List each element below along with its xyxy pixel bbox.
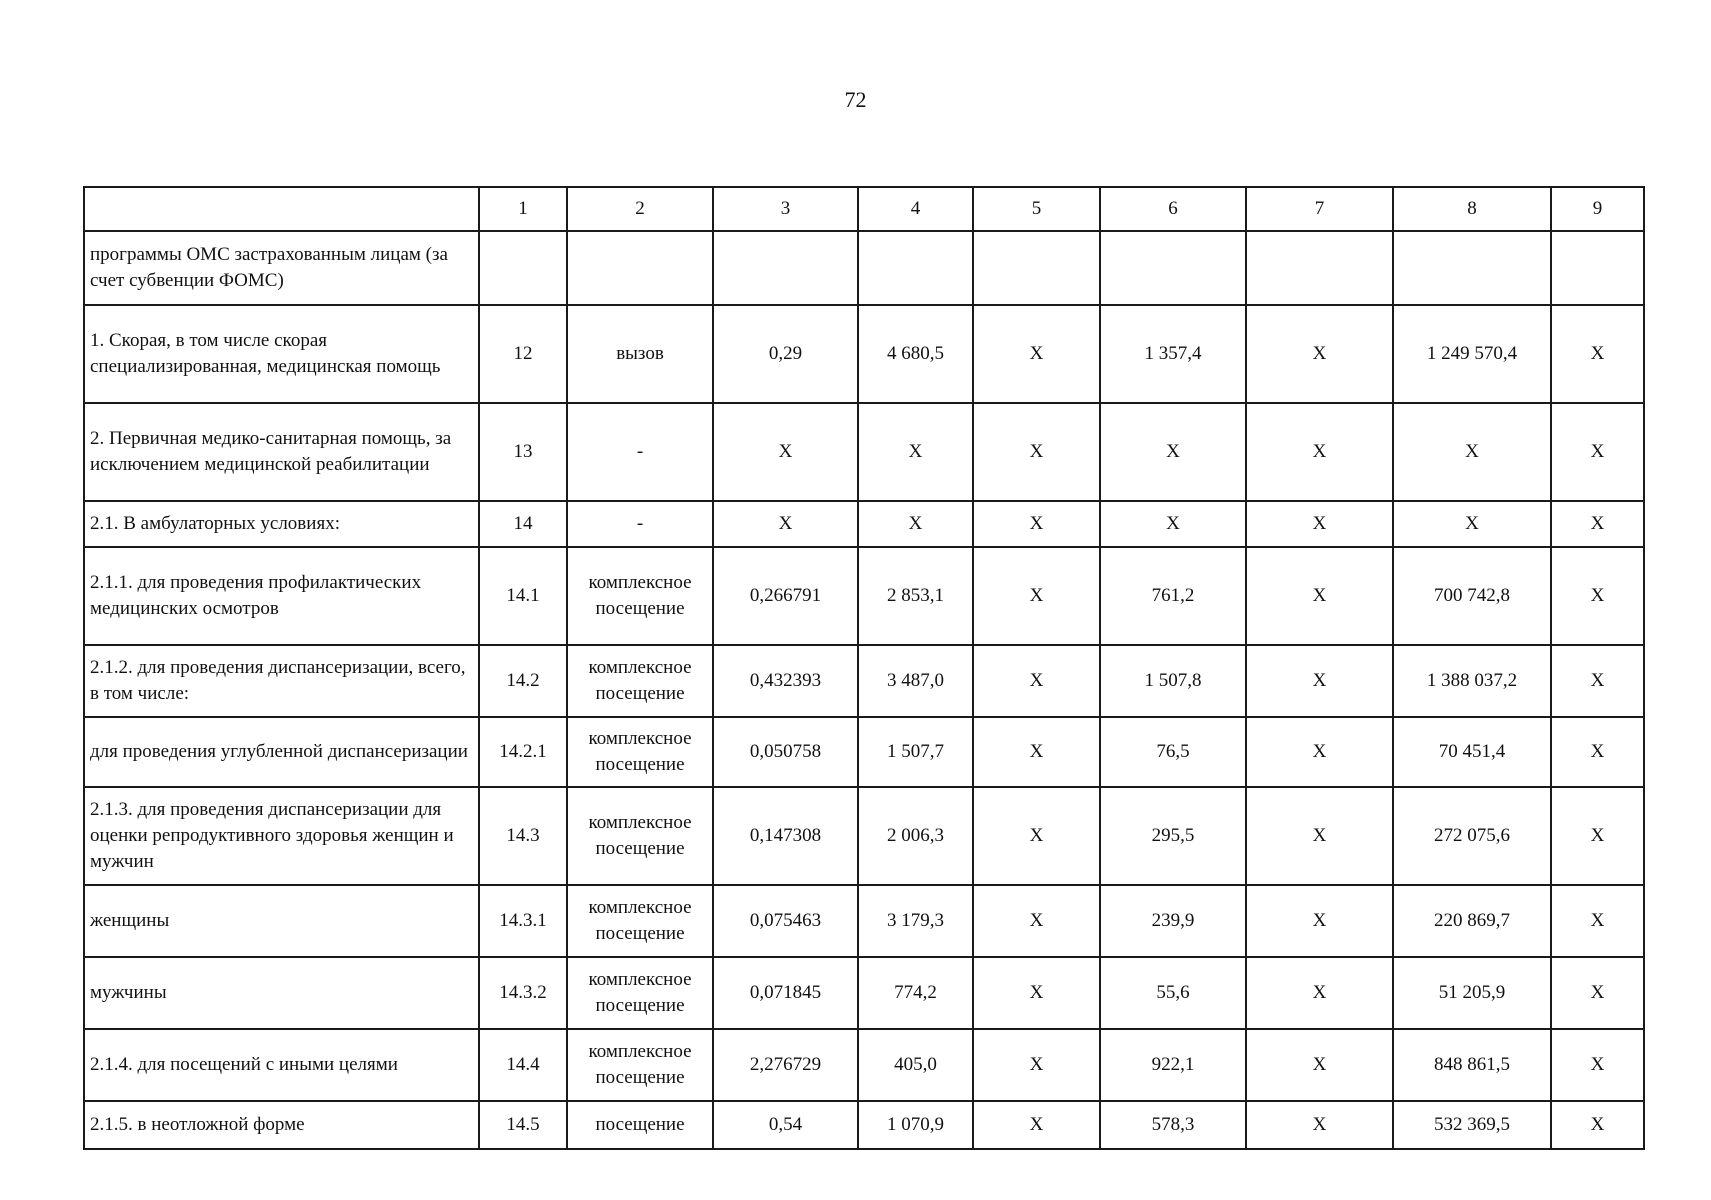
table-cell: комплексное посещение — [567, 547, 713, 645]
table-cell: X — [1551, 1101, 1644, 1149]
table-cell — [567, 231, 713, 305]
table-cell: 14.5 — [479, 1101, 567, 1149]
table-cell: 532 369,5 — [1393, 1101, 1551, 1149]
table-cell: X — [1100, 403, 1246, 501]
table-row — [84, 231, 1644, 305]
table-cell: X — [1246, 305, 1393, 403]
table-row — [84, 1101, 1644, 1149]
table-cell: X — [1246, 885, 1393, 957]
table-cell: X — [1551, 305, 1644, 403]
table-row — [84, 547, 1644, 645]
table-body — [84, 187, 1644, 1149]
table-cell: 0,54 — [713, 1101, 858, 1149]
table-cell: 761,2 — [1100, 547, 1246, 645]
table-cell: X — [1246, 501, 1393, 547]
funding-table — [83, 186, 1645, 1150]
header-cell-name — [84, 187, 479, 231]
table-cell: 1 507,7 — [858, 717, 973, 787]
table-cell: X — [713, 403, 858, 501]
row-label-cell: 2. Первичная медико-санитарная помощь, за исключением медицинской реабилитации — [84, 403, 479, 501]
table-cell — [1246, 231, 1393, 305]
header-row — [84, 187, 1644, 231]
table-cell: 0,050758 — [713, 717, 858, 787]
table-row — [84, 957, 1644, 1029]
table-cell: 14.2.1 — [479, 717, 567, 787]
table-cell: 578,3 — [1100, 1101, 1246, 1149]
table-cell: посещение — [567, 1101, 713, 1149]
row-label-cell: 2.1.4. для посещений с иными целями — [84, 1029, 479, 1101]
header-cell-col-4: 4 — [858, 187, 973, 231]
table-cell: 0,29 — [713, 305, 858, 403]
table-cell: 848 861,5 — [1393, 1029, 1551, 1101]
table-cell: 14.3 — [479, 787, 567, 885]
row-label-cell: женщины — [84, 885, 479, 957]
header-cell-col-1: 1 — [479, 187, 567, 231]
table-cell: X — [1551, 1029, 1644, 1101]
table-cell: 2,276729 — [713, 1029, 858, 1101]
table-cell: X — [973, 1101, 1100, 1149]
table-cell: 13 — [479, 403, 567, 501]
page-number: 72 — [844, 87, 867, 112]
table-cell: X — [973, 1029, 1100, 1101]
table-cell: X — [973, 957, 1100, 1029]
table-cell — [858, 231, 973, 305]
table-cell: 1 249 570,4 — [1393, 305, 1551, 403]
header-cell-col-6: 6 — [1100, 187, 1246, 231]
table-cell: 76,5 — [1100, 717, 1246, 787]
header-cell-col-7: 7 — [1246, 187, 1393, 231]
table-cell: X — [1551, 787, 1644, 885]
table-cell: X — [973, 403, 1100, 501]
table-cell: X — [1551, 717, 1644, 787]
table-cell: X — [1246, 787, 1393, 885]
table-cell: 239,9 — [1100, 885, 1246, 957]
table-row — [84, 645, 1644, 717]
header-cell-col-8: 8 — [1393, 187, 1551, 231]
table-cell: комплексное посещение — [567, 717, 713, 787]
table-cell: X — [1246, 645, 1393, 717]
header-cell-col-2: 2 — [567, 187, 713, 231]
table-cell: X — [713, 501, 858, 547]
table-cell — [1551, 231, 1644, 305]
row-label-cell: 2.1.1. для проведения профилактических медицинских осмотров — [84, 547, 479, 645]
table-cell: 0,071845 — [713, 957, 858, 1029]
table-row — [84, 305, 1644, 403]
table-cell: 405,0 — [858, 1029, 973, 1101]
table-cell: 55,6 — [1100, 957, 1246, 1029]
header-cell-col-5: 5 — [973, 187, 1100, 231]
table-cell: X — [1246, 547, 1393, 645]
table-cell: X — [973, 645, 1100, 717]
table-cell: 12 — [479, 305, 567, 403]
table-cell: 1 507,8 — [1100, 645, 1246, 717]
table-cell — [479, 231, 567, 305]
table-cell: X — [1393, 501, 1551, 547]
table-cell: комплексное посещение — [567, 957, 713, 1029]
table-cell: X — [973, 717, 1100, 787]
table-cell: комплексное посещение — [567, 1029, 713, 1101]
table-cell: 3 487,0 — [858, 645, 973, 717]
table-cell: 0,075463 — [713, 885, 858, 957]
table-cell: 14 — [479, 501, 567, 547]
table-cell: X — [1551, 645, 1644, 717]
table-cell: X — [973, 547, 1100, 645]
table-cell: X — [1551, 957, 1644, 1029]
table-cell: X — [1551, 403, 1644, 501]
table-row — [84, 1029, 1644, 1101]
row-label-cell: 2.1.3. для проведения диспансеризации для оценки репродуктивного здоровья женщин и мужчин — [84, 787, 479, 885]
table-cell: 70 451,4 — [1393, 717, 1551, 787]
table-cell: вызов — [567, 305, 713, 403]
row-label-cell: 2.1. В амбулаторных условиях: — [84, 501, 479, 547]
table-cell: 14.3.1 — [479, 885, 567, 957]
table-cell: X — [1100, 501, 1246, 547]
table-cell: 0,266791 — [713, 547, 858, 645]
table-row — [84, 885, 1644, 957]
table-cell: X — [1551, 885, 1644, 957]
table-cell: 700 742,8 — [1393, 547, 1551, 645]
table-cell: 272 075,6 — [1393, 787, 1551, 885]
table-cell: 1 357,4 — [1100, 305, 1246, 403]
table-cell: 51 205,9 — [1393, 957, 1551, 1029]
table-cell: 1 070,9 — [858, 1101, 973, 1149]
table-row — [84, 717, 1644, 787]
table-cell: 1 388 037,2 — [1393, 645, 1551, 717]
table-cell: 0,147308 — [713, 787, 858, 885]
table-cell: X — [858, 403, 973, 501]
row-label-cell: 2.1.5. в неотложной форме — [84, 1101, 479, 1149]
table-cell: - — [567, 501, 713, 547]
table-cell: X — [1246, 1029, 1393, 1101]
table-cell — [973, 231, 1100, 305]
table-cell: 14.2 — [479, 645, 567, 717]
table-cell: X — [973, 885, 1100, 957]
table-cell: X — [1393, 403, 1551, 501]
table-cell: 4 680,5 — [858, 305, 973, 403]
row-label-cell: 1. Скорая, в том числе скорая специализированная, медицинская помощь — [84, 305, 479, 403]
table-cell: 14.4 — [479, 1029, 567, 1101]
table-cell: комплексное посещение — [567, 645, 713, 717]
table-cell: X — [1551, 501, 1644, 547]
row-label-cell: для проведения углубленной диспансеризации — [84, 717, 479, 787]
table-cell: X — [973, 501, 1100, 547]
table-cell: 2 006,3 — [858, 787, 973, 885]
funding-table-container — [83, 186, 1643, 1150]
row-label-cell: программы ОМС застрахованным лицам (за счет субвенции ФОМС) — [84, 231, 479, 305]
table-cell — [1393, 231, 1551, 305]
table-cell: X — [1551, 547, 1644, 645]
table-cell — [713, 231, 858, 305]
table-cell: 774,2 — [858, 957, 973, 1029]
table-row — [84, 501, 1644, 547]
table-row — [84, 787, 1644, 885]
header-cell-col-9: 9 — [1551, 187, 1644, 231]
table-cell: 922,1 — [1100, 1029, 1246, 1101]
table-cell: X — [1246, 717, 1393, 787]
table-cell: X — [1246, 1101, 1393, 1149]
table-cell: 2 853,1 — [858, 547, 973, 645]
row-label-cell: 2.1.2. для проведения диспансеризации, всего, в том числе: — [84, 645, 479, 717]
table-cell: 0,432393 — [713, 645, 858, 717]
table-cell: 3 179,3 — [858, 885, 973, 957]
header-cell-col-3: 3 — [713, 187, 858, 231]
table-cell: 14.3.2 — [479, 957, 567, 1029]
table-cell: X — [1246, 957, 1393, 1029]
table-cell: X — [973, 305, 1100, 403]
table-row — [84, 403, 1644, 501]
table-cell: 220 869,7 — [1393, 885, 1551, 957]
table-cell: - — [567, 403, 713, 501]
table-cell: X — [1246, 403, 1393, 501]
table-cell: X — [858, 501, 973, 547]
table-cell: 14.1 — [479, 547, 567, 645]
table-cell: комплексное посещение — [567, 885, 713, 957]
table-cell: комплексное посещение — [567, 787, 713, 885]
table-cell: X — [973, 787, 1100, 885]
row-label-cell: мужчины — [84, 957, 479, 1029]
table-cell: 295,5 — [1100, 787, 1246, 885]
table-cell — [1100, 231, 1246, 305]
